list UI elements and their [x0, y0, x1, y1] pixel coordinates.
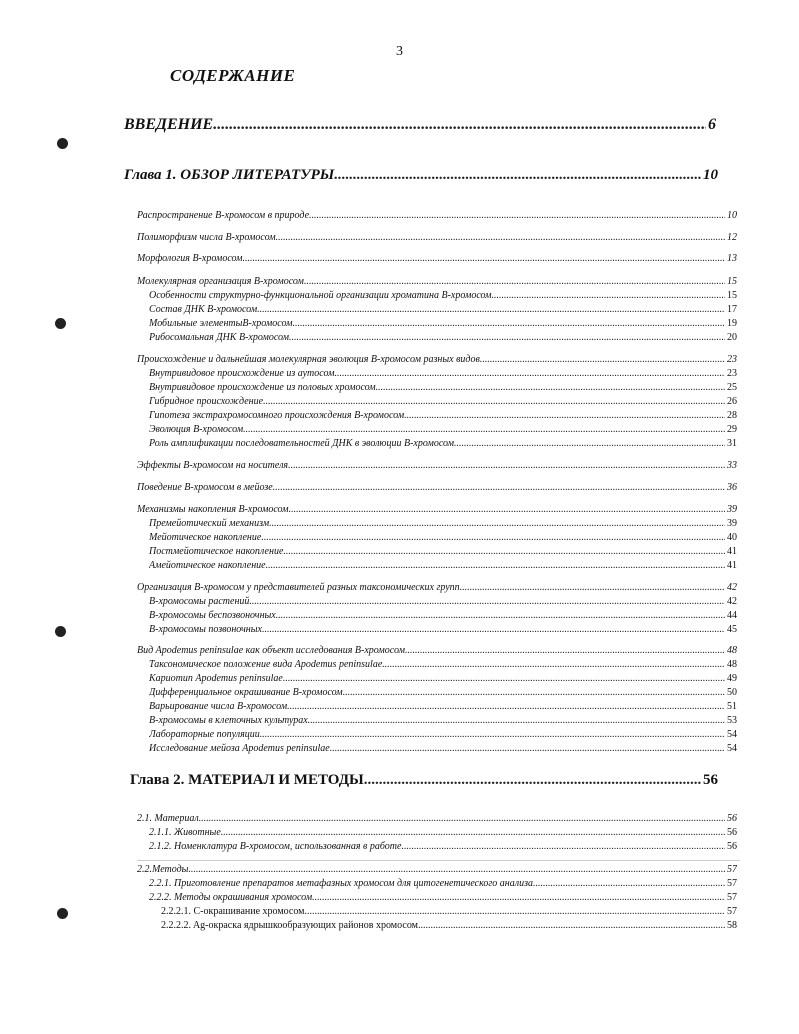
toc-entry[interactable]: Внутривидовое происхождение из аутосом ..... 23 [149, 368, 737, 379]
toc-entry[interactable]: Гипотеза экстрахромосомного происхождения В-хромосом ..... 28 [149, 410, 737, 421]
toc-page: 31 [727, 438, 737, 449]
toc-page: 51 [727, 701, 737, 712]
toc-page: 58 [727, 920, 737, 931]
toc-page: 42 [727, 596, 737, 607]
toc-entry[interactable]: Премейотический механизм ..... 39 [149, 518, 737, 529]
toc-page: 42 [727, 582, 737, 593]
toc-page: 44 [727, 610, 737, 621]
toc-page: 36 [727, 482, 737, 493]
toc-page: 41 [727, 546, 737, 557]
toc-entry[interactable]: Кариотип Apodemus peninsulae ..... 49 [149, 673, 737, 684]
toc-page: 19 [727, 318, 737, 329]
toc-page: 48 [727, 659, 737, 670]
toc-entry[interactable]: Амейотическое накопление ..... 41 [149, 560, 737, 571]
toc-entry[interactable]: В-хромосомы в клеточных культурах ..... 53 [149, 715, 737, 726]
toc-page: 40 [727, 532, 737, 543]
toc-entry[interactable]: Происхождение и дальнейшая молекулярная эволюция В-хромосом разных видов ..... 23 [137, 354, 737, 365]
toc-entry[interactable]: Молекулярная организация В-хромосом ..... 15 [137, 276, 737, 287]
toc-entry[interactable]: Таксономическое положение вида Apodemus peninsulae ..... 48 [149, 659, 737, 670]
toc-entry[interactable]: 2.1. Материал ..... 56 [137, 813, 737, 824]
toc-entry[interactable]: Эволюция В-хромосом ..... 29 [149, 424, 737, 435]
toc-page: 25 [727, 382, 737, 393]
toc-entry[interactable]: Мейотическое накопление ..... 40 [149, 532, 737, 543]
toc-page: 13 [727, 253, 737, 264]
toc-page: 48 [727, 645, 737, 656]
toc-entry[interactable]: 2.1.2. Номенклатура В-хромосом, использованная в работе ..... 56 [149, 841, 737, 852]
toc-page: 57 [727, 892, 737, 903]
toc-entry[interactable]: Постмейотическое накопление ..... 41 [149, 546, 737, 557]
toc-entry[interactable]: Особенности структурно-функциональной организации хроматина В-хромосом ..... 15 [149, 290, 737, 301]
toc-page: 56 [727, 841, 737, 852]
toc-page: 10 [703, 167, 718, 183]
toc-entry-chapter-1[interactable]: Глава 1. ОБЗОР ЛИТЕРАТУРЫ ..... 10 [124, 167, 718, 184]
toc-page: 57 [727, 906, 737, 917]
toc-entry[interactable]: Гибридное происхождение ..... 26 [149, 396, 737, 407]
toc-entry[interactable]: Варьирование числа В-хромосом ..... 51 [149, 701, 737, 712]
toc-page: 45 [727, 624, 737, 635]
toc-entry[interactable]: Внутривидовое происхождение из половых хромосом ..... 25 [149, 382, 737, 393]
toc-entry[interactable]: Рибосомальная ДНК В-хромосом ..... 20 [149, 332, 737, 343]
toc-page: 15 [727, 290, 737, 301]
toc-entry[interactable]: В-хромосомы растений ..... 42 [149, 596, 737, 607]
toc-page: 6 [708, 116, 716, 133]
toc-entry[interactable]: 2.2.2. Методы окрашивания хромосом ..... 57 [149, 892, 737, 903]
toc-page: 39 [727, 504, 737, 515]
toc-page: 49 [727, 673, 737, 684]
toc-page: 54 [727, 729, 737, 740]
toc-entry-chapter-2[interactable]: Глава 2. МАТЕРИАЛ И МЕТОДЫ ..... 56 [130, 772, 718, 789]
toc-page: 20 [727, 332, 737, 343]
toc-page: 57 [727, 878, 737, 889]
toc-page: 57 [727, 864, 737, 875]
toc-entry[interactable]: Дифференциальное окрашивание В-хромосом ..... 50 [149, 687, 737, 698]
binder-hole-1 [57, 138, 68, 149]
page-number: 3 [396, 44, 403, 59]
toc-page: 15 [727, 276, 737, 287]
toc-entry[interactable]: Состав ДНК В-хромосом ..... 17 [149, 304, 737, 315]
toc-page: 33 [727, 460, 737, 471]
toc-entry[interactable]: Организация В-хромосом у представителей разных таксономических групп ..... 42 [137, 582, 737, 593]
toc-page: 56 [703, 772, 718, 788]
toc-entry[interactable]: Поведение В-хромосом в мейозе ..... 36 [137, 482, 737, 493]
toc-entry[interactable]: Механизмы накопления В-хромосом ..... 39 [137, 504, 737, 515]
toc-entry-intro[interactable]: ВВЕДЕНИЕ ..... 6 [124, 116, 716, 134]
toc-page: 23 [727, 354, 737, 365]
toc-entry[interactable]: Вид Apodemus peninsulae как объект исследования В-хромосом ..... 48 [137, 645, 737, 656]
toc-page: 41 [727, 560, 737, 571]
binder-hole-3 [55, 626, 66, 637]
toc-entry[interactable]: Морфология В-хромосом ..... 13 [137, 253, 737, 264]
toc-entry[interactable]: Исследование мейоза Apodemus peninsulae ..... 54 [149, 743, 737, 754]
toc-entry[interactable]: Распространение В-хромосом в природе ..... 10 [137, 210, 737, 221]
toc-page: 29 [727, 424, 737, 435]
page-title: СОДЕРЖАНИЕ [170, 66, 296, 85]
toc-page: 53 [727, 715, 737, 726]
toc-page: 56 [727, 813, 737, 824]
toc-entry[interactable]: Роль амплификации последовательностей ДНК в эволюции В-хромосом ..... 31 [149, 438, 737, 449]
binder-hole-2 [55, 318, 66, 329]
toc-entry[interactable]: 2.2.2.2. Ag-окраска ядрышкообразующих районов хромосом ..... 58 [161, 920, 737, 931]
toc-entry[interactable]: Эффекты В-хромосом на носителя ..... 33 [137, 460, 737, 471]
toc-entry[interactable]: В-хромосомы беспозвоночных ..... 44 [149, 610, 737, 621]
toc-page: 26 [727, 396, 737, 407]
divider [137, 860, 740, 861]
toc-page: 56 [727, 827, 737, 838]
toc-entry[interactable]: 2.2.Методы ..... 57 [137, 864, 737, 875]
toc-entry[interactable]: Мобильные элементыВ-хромосом ..... 19 [149, 318, 737, 329]
toc-entry[interactable]: 2.2.2.1. С-окрашивание хромосом ..... 57 [161, 906, 737, 917]
toc-entry[interactable]: Полиморфизм числа В-хромосом ..... 12 [137, 232, 737, 243]
toc-page: 17 [727, 304, 737, 315]
toc-page: 50 [727, 687, 737, 698]
toc-page: 10 [727, 210, 737, 221]
toc-page: 23 [727, 368, 737, 379]
toc-entry[interactable]: 2.1.1. Животные ..... 56 [149, 827, 737, 838]
toc-entry[interactable]: Лабораторные популяции ..... 54 [149, 729, 737, 740]
toc-page: 54 [727, 743, 737, 754]
toc-page: 28 [727, 410, 737, 421]
binder-hole-4 [57, 908, 68, 919]
toc-entry[interactable]: 2.2.1. Приготовление препаратов метафазных хромосом для цитогенетического анализа ..... 57 [149, 878, 737, 889]
toc-page: 12 [727, 232, 737, 243]
toc-page: 39 [727, 518, 737, 529]
toc-entry[interactable]: В-хромосомы позвоночных ..... 45 [149, 624, 737, 635]
